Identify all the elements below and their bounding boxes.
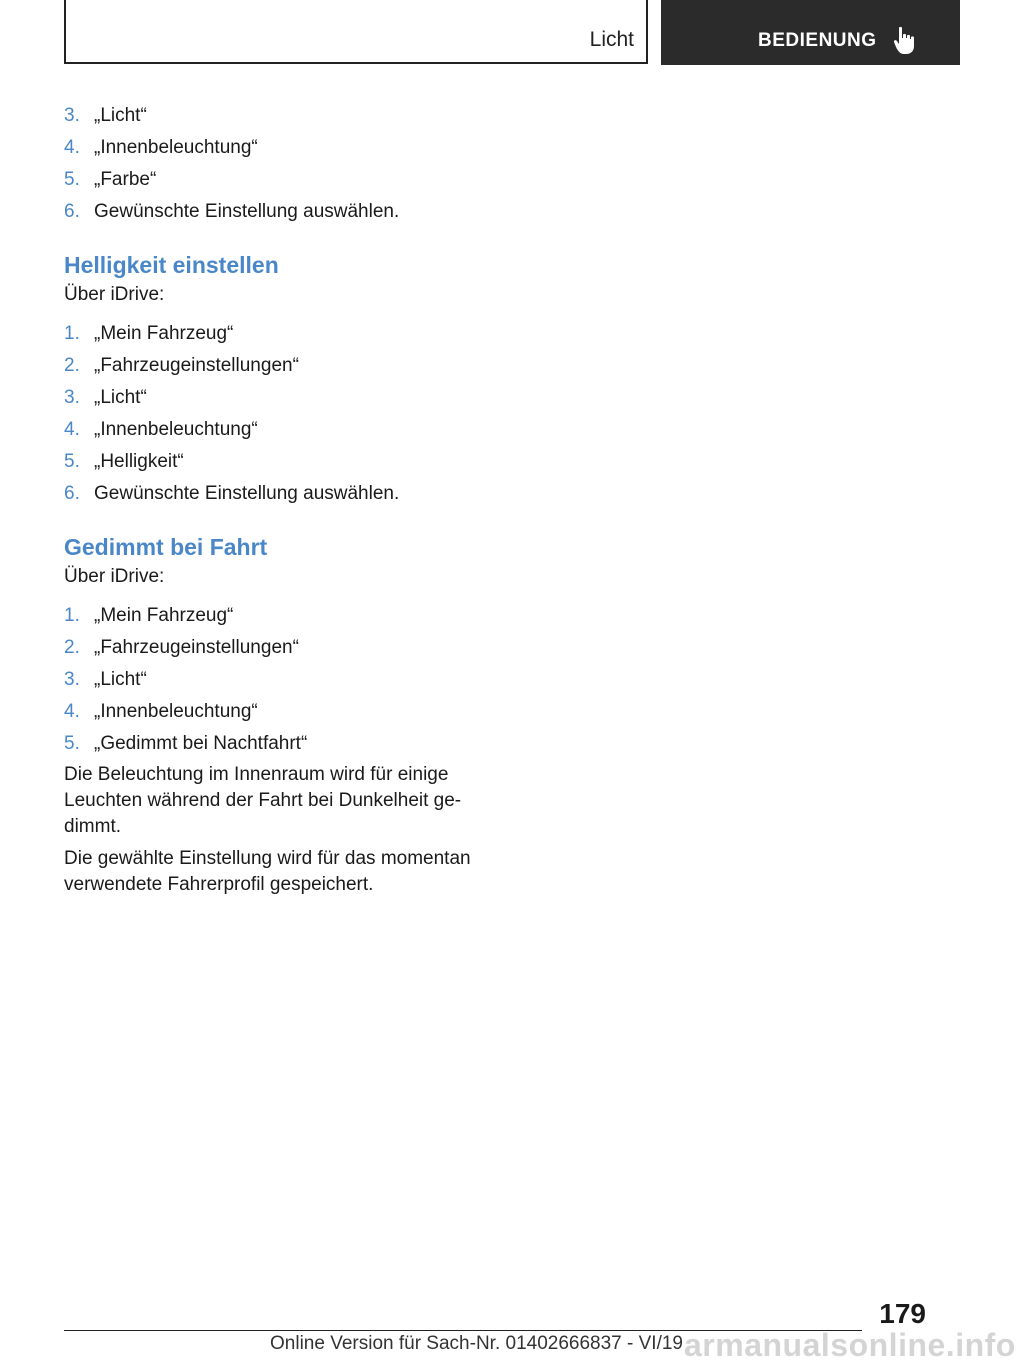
description-paragraph: Die gewählte Einstellung wird für das momentan verwendete Fahrerprofil gespeichert. — [64, 848, 471, 895]
step-text: „Gedimmt bei Nachtfahrt“ — [94, 733, 308, 754]
step-list-brightness — [64, 318, 504, 510]
page-content — [64, 100, 504, 904]
step-number: 3. — [64, 387, 80, 408]
step-text: „Mein Fahrzeug“ — [94, 323, 234, 344]
step-text: „Innenbeleuchtung“ — [94, 701, 258, 722]
header-section-title: Licht — [589, 28, 634, 51]
list-item — [64, 382, 504, 414]
footer-online-version: Online Version für Sach-Nr. 01402666837 - VI/19 — [270, 1333, 683, 1354]
list-item — [64, 600, 504, 632]
list-item — [64, 632, 504, 664]
step-text: „Innenbeleuchtung“ — [94, 137, 258, 158]
step-number: 3. — [64, 105, 80, 126]
step-text: „Farbe“ — [94, 169, 157, 190]
list-item — [64, 100, 504, 132]
step-list-continued — [64, 100, 504, 228]
section-heading-brightness: Helligkeit einstellen — [64, 252, 279, 278]
step-text: Gewünschte Einstellung auswählen. — [94, 201, 400, 222]
step-number: 2. — [64, 637, 80, 658]
section-intro: Über iDrive: — [64, 284, 165, 305]
step-text: Gewünschte Einstellung auswählen. — [94, 483, 400, 504]
step-text: „Licht“ — [94, 669, 147, 690]
step-number: 4. — [64, 419, 80, 440]
list-item — [64, 664, 504, 696]
list-item — [64, 478, 504, 510]
list-item — [64, 350, 504, 382]
step-text: „Mein Fahrzeug“ — [94, 605, 234, 626]
step-number: 1. — [64, 605, 80, 626]
step-number: 4. — [64, 137, 80, 158]
list-item — [64, 414, 504, 446]
step-number: 5. — [64, 169, 80, 190]
step-text: „Fahrzeugeinstellungen“ — [94, 637, 299, 658]
step-number: 4. — [64, 701, 80, 722]
list-item — [64, 196, 504, 228]
step-number: 3. — [64, 669, 80, 690]
step-text: „Innenbeleuchtung“ — [94, 419, 258, 440]
watermark: armanualsonline.info — [684, 1327, 1016, 1363]
step-number: 6. — [64, 483, 80, 504]
step-number: 5. — [64, 451, 80, 472]
list-item — [64, 728, 504, 760]
header-section-box — [64, 0, 648, 64]
step-number: 6. — [64, 201, 80, 222]
step-number: 5. — [64, 733, 80, 754]
step-number: 2. — [64, 355, 80, 376]
list-item — [64, 132, 504, 164]
step-text: „Licht“ — [94, 387, 147, 408]
list-item — [64, 318, 504, 350]
hand-pointer-icon — [893, 26, 919, 56]
step-text: „Licht“ — [94, 105, 147, 126]
description-paragraph: Die Beleuchtung im Innenraum wird für einige Leuchten während der Fahrt bei Dunkelheit ge‐ dimmt. — [64, 764, 462, 837]
section-heading-dimmed: Gedimmt bei Fahrt — [64, 534, 268, 560]
header-chapter-tab — [661, 0, 960, 65]
list-item — [64, 696, 504, 728]
list-item — [64, 446, 504, 478]
section-intro: Über iDrive: — [64, 566, 165, 587]
step-text: „Fahrzeugeinstellungen“ — [94, 355, 299, 376]
step-list-dimmed — [64, 600, 504, 760]
header-chapter-label: BEDIENUNG — [758, 30, 877, 51]
list-item — [64, 164, 504, 196]
step-text: „Helligkeit“ — [94, 451, 184, 472]
page-number: 179 — [879, 1298, 926, 1329]
step-number: 1. — [64, 323, 80, 344]
